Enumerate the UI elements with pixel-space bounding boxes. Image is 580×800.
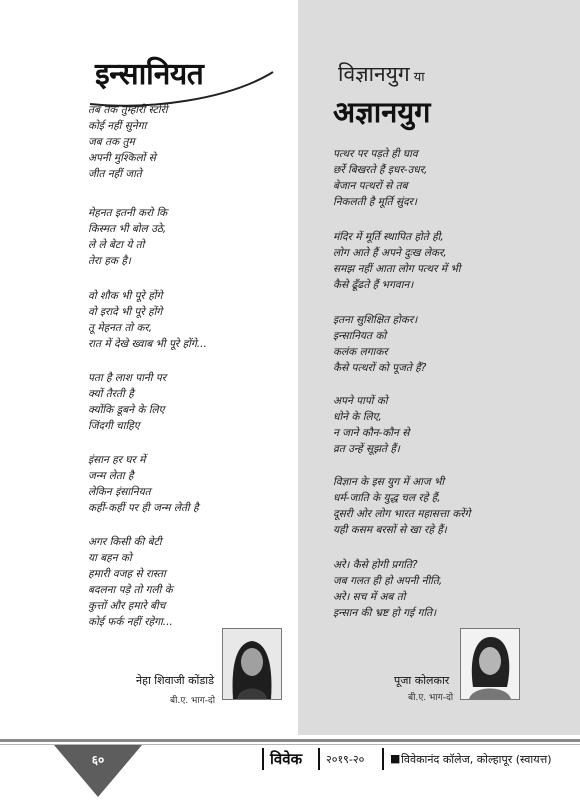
poem-line: मेहनत इतनी करो कि [88,207,168,219]
poem-line: व्रत उन्हें सूझते हैं। [333,443,400,455]
poem-line: जन्म लेता है [88,470,134,482]
college-name: विवेकानंद कॉलेज, कोल्हापूर (स्वायत्त) [401,753,552,766]
poem-line: छर्रे बिखरते हैं इधर-उधर, [333,164,428,176]
poem-line: अरे। सच में अब तो [333,591,406,603]
poem-line: इन्सान की भ्रष्ट हो गई गति। [333,607,437,619]
right-poem-title-line2: अज्ञानयुग [333,95,431,129]
poem-line: लेकिन इंसानियत [88,486,151,498]
left-poem-title: इन्सानियत [95,57,204,92]
right-stanza-5 [333,474,470,538]
footer-separator [382,748,384,770]
author-photo-left [222,628,282,700]
right-stanza-6 [333,557,442,621]
poem-line: लोग आते हैं अपने दुःख लेकर, [333,247,447,259]
poem-line: जब तक तुम [88,136,135,148]
right-stanza-3 [333,312,426,376]
left-stanza-5 [88,452,199,516]
portrait-icon [461,629,519,699]
poem-line: क्योंकि डूबने के लिए [88,404,165,416]
poem-line: कलंक लगाकर [333,346,388,358]
poem-line: जब गलत ही हो अपनी नीति, [333,575,443,587]
poem-line: दूसरी ओर लोग भारत महासत्ता करेंगे [333,508,471,520]
poem-line: जिंदगी चाहिए [88,420,140,432]
poem-line: अगर किसी की बेटी [88,536,162,548]
poem-line: रात में देखे ख्वाब भी पूरे होंगे... [88,338,207,350]
left-stanza-1 [88,102,168,182]
left-author-class: बी.ए. भाग-दो [170,696,216,706]
poem-line: पता है लाश पानी पर [88,372,167,384]
poem-line: विज्ञान के इस युग में आज भी [333,476,445,488]
footer-bullet-icon: ■ [390,752,401,765]
magazine-name: विवेक [270,750,303,768]
right-title-word-1: विज्ञानयुग [338,62,410,86]
right-stanza-2 [333,229,460,293]
page-number: ६० [91,753,105,767]
poem-line: वो शौक भी पूरे होंगे [88,290,163,302]
poem-line: बदलना पड़े तो गली के [88,584,173,596]
poem-line: समझ नहीं आता लोग पत्थर में भी [333,263,461,275]
poem-line: तब तक तुम्हारी स्टोरी [88,104,168,116]
poem-line: कोई फर्क नहीं रहेगा... [88,616,173,628]
right-stanza-1 [333,146,427,210]
footer-year: २०१९-२० [326,753,365,766]
right-title-connector: या [413,70,425,85]
poem-line: अपने पापों को [333,395,388,407]
poem-line: क्यों तैरती है [88,388,134,400]
poem-line: किस्मत भी बोल उठे, [88,223,167,235]
right-author-class: बी.ए. भाग-दो [408,693,454,703]
author-photo-right [460,628,520,700]
poem-line: न जाने कौन-कौन से [333,427,410,439]
poem-line: मंदिर में मूर्ति स्थापित होते ही, [333,231,444,243]
left-stanza-2 [88,205,167,269]
poem-line: जीत नहीं जाते [88,168,142,180]
poem-line: कैसे पत्थरों को पूजते हैं? [333,362,427,374]
poem-line: ले ले बेटा ये तो [88,239,145,251]
poem-line: पत्थर पर पड़ते ही घाव [333,148,418,160]
right-poem-title-line1 [338,60,425,88]
poem-line: धोने के लिए, [333,411,382,423]
poem-line: बेजान पत्थरों से तब [333,180,408,192]
right-stanza-4 [333,393,409,457]
poem-line: अपनी मुश्किलों से [88,152,156,164]
poem-line: तेरा हक है। [88,255,131,267]
poem-line: कोई नहीं सुनेगा [88,120,147,132]
poem-line: अरे। कैसे होगी प्रगति? [333,559,418,571]
poem-line: कैसे ढूँढते हैं भगवान। [333,279,414,291]
poem-line: या बहन को [88,552,132,564]
left-stanza-6 [88,534,173,630]
poem-line: तू मेहनत तो कर, [88,322,153,334]
portrait-icon [223,629,281,699]
poem-line: इंसान हर घर में [88,454,146,466]
poem-line: हमारी वजह से रास्ता [88,568,166,580]
poem-line: यही कसम बरसों से खा रहे हैं। [333,524,447,536]
left-author-name: नेहा शिवाजी कोंडाडे [136,674,215,687]
footer-rule [0,739,580,742]
left-stanza-4 [88,370,166,434]
poem-line: कहीं-कहीं पर ही जन्म लेती है [88,502,199,514]
poem-line: निकलती है मूर्ति सुंदर। [333,196,417,208]
footer-separator [318,748,320,770]
poem-line: धर्म-जाति के युद्ध चल रहे हैं, [333,492,441,504]
poem-line: कुत्तों और हमारे बीच [88,600,166,612]
right-author-name: पूजा कोलकार [394,674,450,687]
footer-separator [262,748,264,770]
poem-line: इन्सानियत को [333,330,387,342]
poem-line: वो इरादे भी पूरे होंगे [88,306,163,318]
poem-line: इतना सुशिक्षित होकर। [333,314,418,326]
left-stanza-3 [88,288,207,352]
